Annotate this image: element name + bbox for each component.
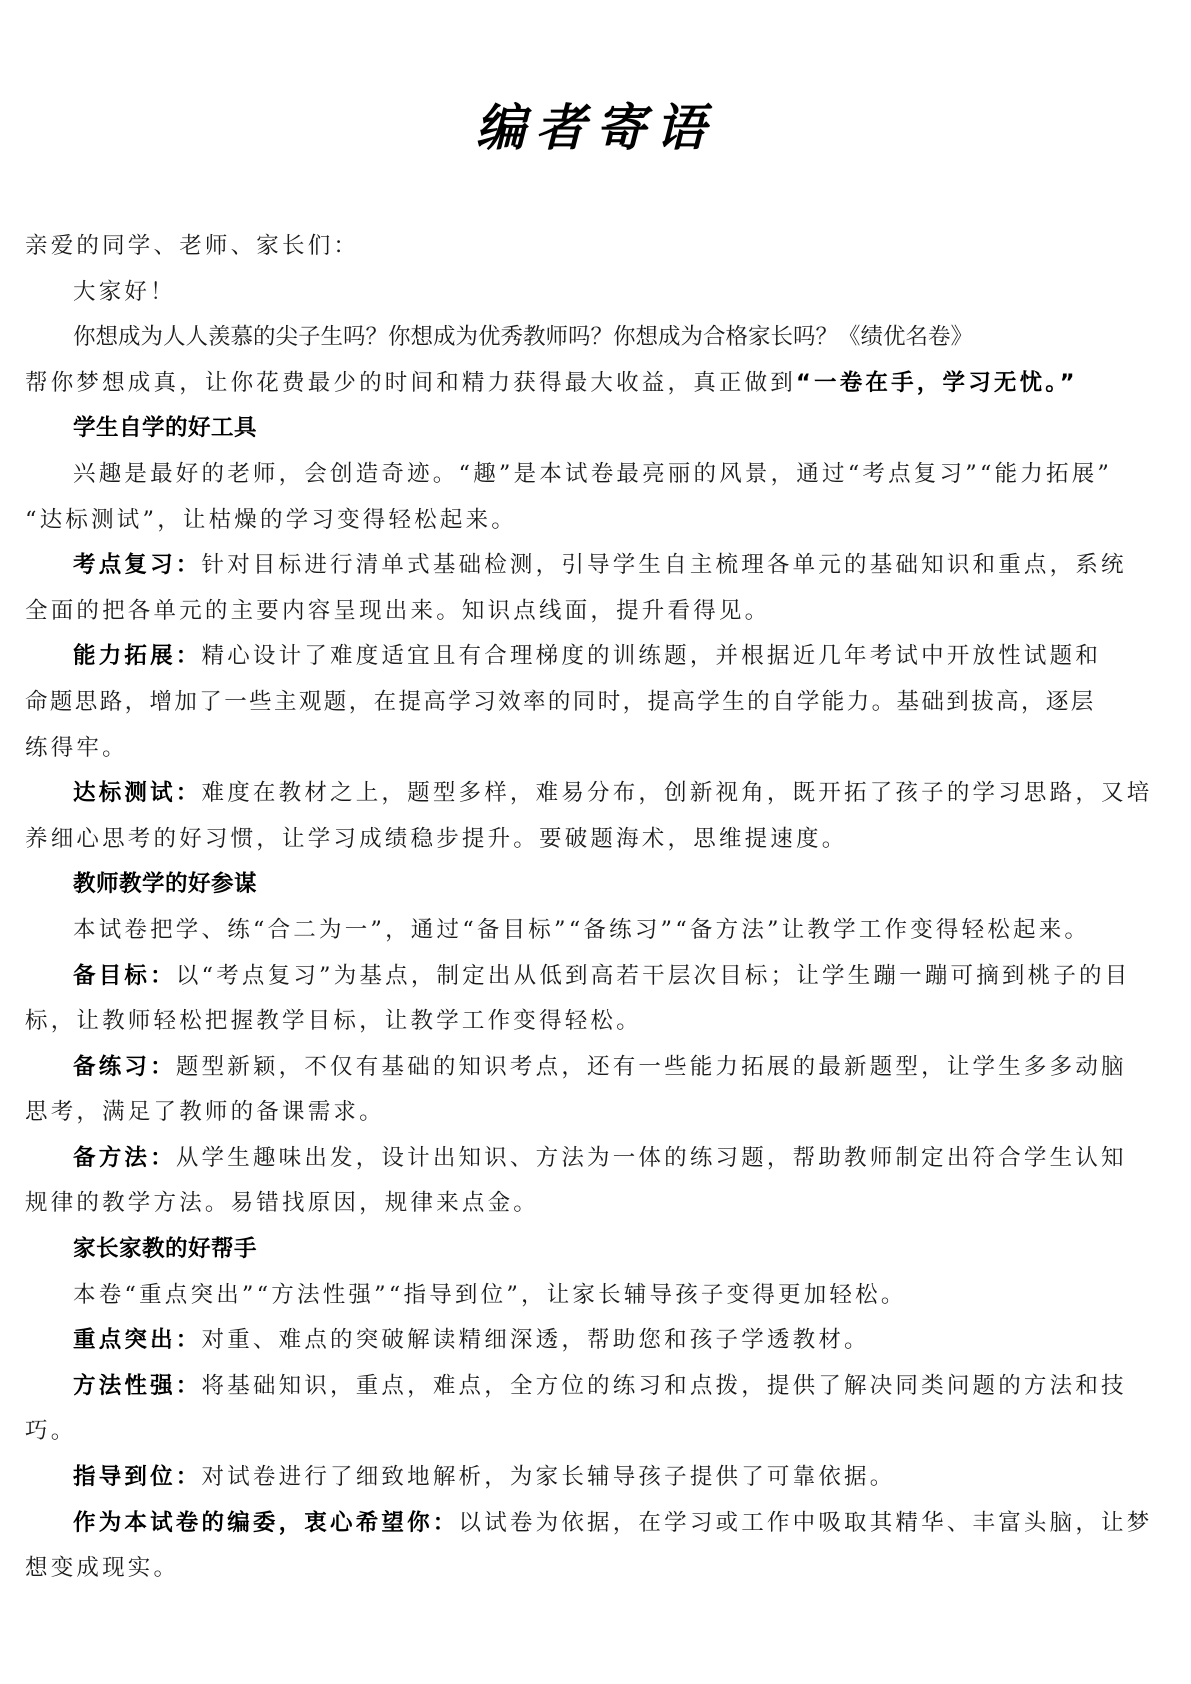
letter-body <box>25 224 1153 1592</box>
item-label: 备练习： <box>73 1053 176 1080</box>
paragraph-line <box>25 1409 1087 1455</box>
intro-line-2 <box>25 361 1087 407</box>
item-text: 对试卷进行了细致地解析，为家长辅导孩子提供了可靠依据。 <box>201 1464 896 1491</box>
closing-text: 想变成现实。 <box>25 1555 180 1582</box>
closing-label: 作为本试卷的编委，衷心希望你： <box>73 1509 459 1536</box>
intro-line-1 <box>25 315 1087 361</box>
item-text: 标，让教师轻松把握教学目标，让教学工作变得轻松。 <box>25 1008 642 1035</box>
paragraph-text: 本卷“重点突出”“方法性强”“指导到位”，让家长辅导孩子变得更加轻松。 <box>73 1281 907 1308</box>
greeting-text: 亲爱的同学、老师、家长们： <box>25 233 360 259</box>
item-nengli <box>25 634 1102 680</box>
section-heading-students <box>25 406 1087 452</box>
item-text: 练得牢。 <box>25 734 128 761</box>
item-text: 将基础知识，重点，难点，全方位的练习和点拨，提供了解决同类问题的方法和技 <box>201 1372 1127 1399</box>
intro-text: 你想成为人人羡慕的尖子生吗？你想成为优秀教师吗？你想成为合格家长吗？《绩优名卷》 <box>73 324 974 351</box>
paragraph-line <box>25 726 1087 772</box>
item-kaodian <box>25 543 1127 589</box>
paragraph-line <box>25 1273 1087 1319</box>
item-label: 指导到位： <box>73 1464 202 1491</box>
paragraph-text: 本试卷把学、练“合二为一”，通过“备目标”“备练习”“备方法”让教学工作变得轻松起来。 <box>73 916 1091 943</box>
paragraph-line <box>25 908 1091 954</box>
paragraph-line <box>25 452 1113 498</box>
item-text: 针对目标进行清单式基础检测，引导学生自主梳理各单元的基础知识和重点，系统 <box>201 552 1127 579</box>
item-text: 思考，满足了教师的备课需求。 <box>25 1099 385 1126</box>
item-dabiao <box>25 771 1153 817</box>
item-label: 考点复习： <box>73 552 202 579</box>
item-label: 重点突出： <box>73 1327 202 1354</box>
paragraph-line <box>25 680 1096 726</box>
item-text: 难度在教材之上，题型多样，难易分布，创新视角，既开拓了孩子的学习思路，又培 <box>201 780 1153 807</box>
paragraph-line <box>25 1181 1087 1227</box>
item-beimubiao <box>25 954 1131 1000</box>
paragraph-line <box>25 999 1087 1045</box>
paragraph-line <box>25 589 1087 635</box>
item-beilianxi <box>25 1045 1127 1091</box>
item-label: 方法性强： <box>73 1372 202 1399</box>
closing-text: 以试卷为依据，在学习或工作中吸取其精华、丰富头脑，让梦 <box>458 1509 1153 1536</box>
paragraph-line <box>25 817 1087 863</box>
section-heading: 家长家教的好帮手 <box>73 1236 258 1263</box>
intro-text: 帮你梦想成真，让你花费最少的时间和精力获得最大收益，真正做到 <box>25 369 797 396</box>
paragraph-line <box>25 1090 1087 1136</box>
slogan: “一卷在手，学习无忧。” <box>796 369 1078 396</box>
paragraph-line <box>25 498 1087 544</box>
hello <box>25 270 1087 316</box>
section-heading-parents <box>25 1227 1087 1273</box>
section-heading-teachers <box>25 862 1087 908</box>
item-text: 命题思路，增加了一些主观题，在提高学习效率的同时，提高学生的自学能力。基础到拔高，逐层 <box>25 688 1096 715</box>
item-label: 达标测试： <box>73 780 202 807</box>
item-label: 备目标： <box>73 962 176 989</box>
item-text: 以“考点复习”为基点，制定出从低到高若干层次目标；让学生蹦一蹦可摘到桃子的目 <box>175 962 1131 989</box>
item-text: 对重、难点的突破解读精细深透，帮助您和孩子学透教材。 <box>201 1327 870 1354</box>
paragraph-line <box>25 1546 1087 1592</box>
item-text: 巧。 <box>25 1418 77 1445</box>
greeting <box>25 224 1087 270</box>
item-text: 题型新颖，不仅有基础的知识考点，还有一些能力拓展的最新题型，让学生多多动脑 <box>175 1053 1127 1080</box>
item-beifangfa <box>25 1136 1127 1182</box>
item-zhidao <box>25 1455 1087 1501</box>
item-zhongdian <box>25 1318 1087 1364</box>
item-label: 能力拓展： <box>73 643 202 670</box>
item-text: 养细心思考的好习惯，让学习成绩稳步提升。要破题海术，思维提速度。 <box>25 825 848 852</box>
item-text: 全面的把各单元的主要内容呈现出来。知识点线面，提升看得见。 <box>25 597 771 624</box>
item-text: 规律的教学方法。易错找原因，规律来点金。 <box>25 1190 540 1217</box>
item-text: 从学生趣味出发，设计出知识、方法为一体的练习题，帮助教师制定出符合学生认知 <box>175 1144 1127 1171</box>
paragraph-text: 兴趣是最好的老师，会创造奇迹。“趣”是本试卷最亮丽的风景，通过“考点复习”“能力拓展” <box>73 460 1113 487</box>
hello-text: 大家好！ <box>73 278 176 305</box>
closing <box>25 1501 1153 1547</box>
paragraph-text: “达标测试”，让枯燥的学习变得轻松起来。 <box>25 506 518 533</box>
item-fangfa <box>25 1364 1127 1410</box>
item-label: 备方法： <box>73 1144 176 1171</box>
section-heading: 学生自学的好工具 <box>73 415 258 442</box>
page-title: 编者寄语 <box>475 98 716 157</box>
item-text: 精心设计了难度适宜且有合理梯度的训练题，并根据近几年考试中开放性试题和 <box>201 643 1102 670</box>
section-heading: 教师教学的好参谋 <box>73 871 258 898</box>
